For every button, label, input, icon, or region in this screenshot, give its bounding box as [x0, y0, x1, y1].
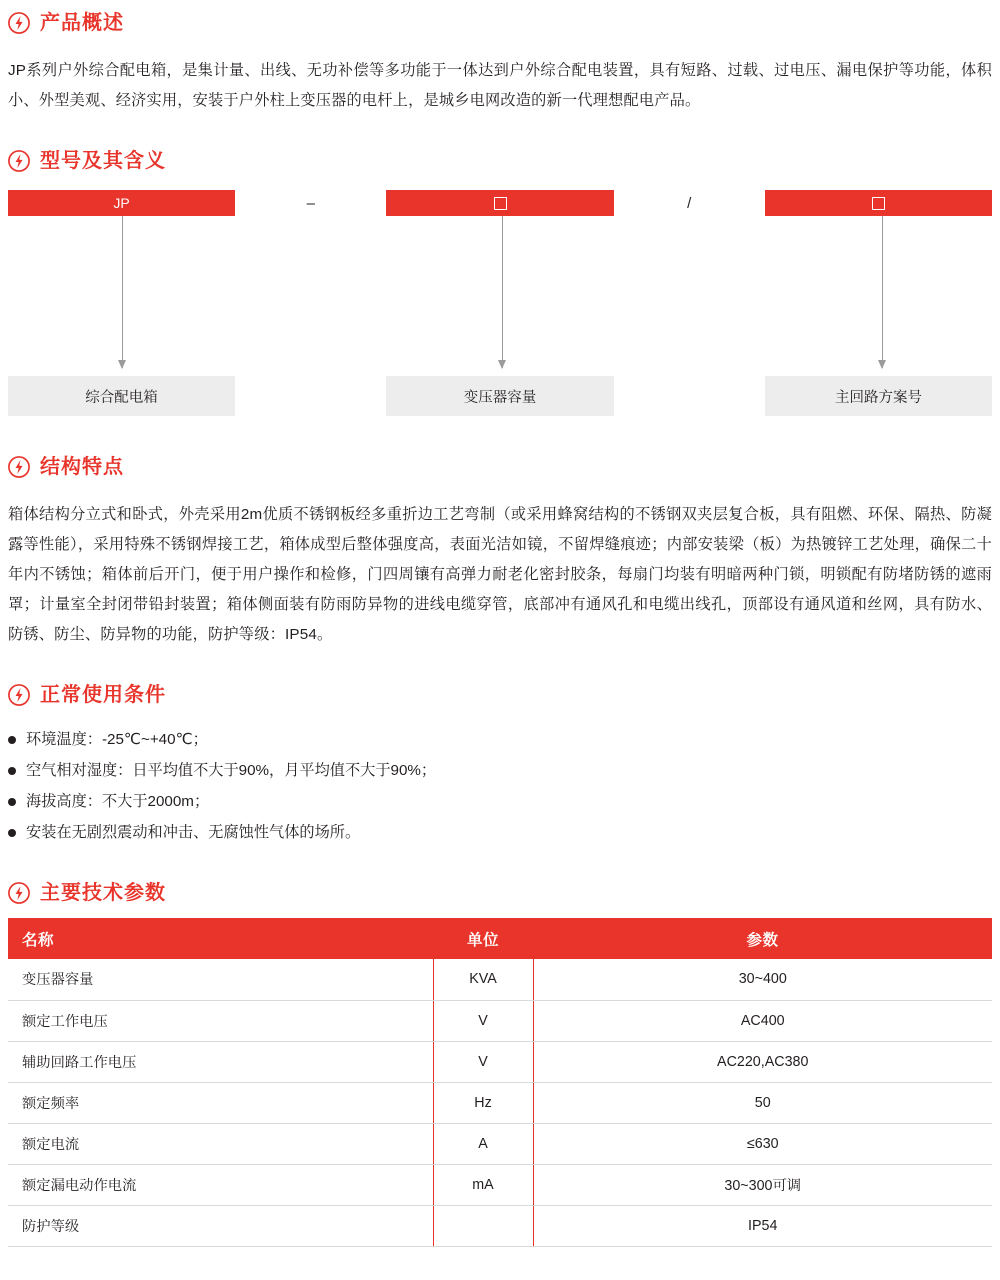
cell-param: AC400	[533, 1000, 992, 1041]
placeholder-square-icon	[872, 197, 885, 210]
section-title: 正常使用条件	[40, 684, 166, 706]
cell-name: 辅助回路工作电压	[8, 1041, 433, 1082]
cell-unit: A	[433, 1123, 533, 1164]
section-title: 结构特点	[40, 456, 124, 478]
table-row	[8, 959, 992, 1000]
list-item: 海拔高度：不大于2000m；	[8, 786, 992, 817]
spacer	[8, 706, 992, 724]
lightning-bolt-icon	[8, 12, 30, 34]
cell-unit: V	[433, 1000, 533, 1041]
spacer	[8, 0, 992, 12]
spec-table-header	[8, 918, 992, 959]
section-header-model	[8, 150, 992, 172]
cell-unit: Hz	[433, 1082, 533, 1123]
cell-param: 30~300可调	[533, 1164, 992, 1205]
model-separator-dash: –	[306, 194, 315, 212]
cell-unit: mA	[433, 1164, 533, 1205]
cell-unit: V	[433, 1041, 533, 1082]
list-item: 环境温度：-25℃~+40℃；	[8, 724, 992, 755]
arrow-down-icon-3	[882, 216, 883, 368]
section-title: 主要技术参数	[40, 882, 166, 904]
model-separator-slash: /	[687, 194, 692, 212]
cell-name: 变压器容量	[8, 959, 433, 1000]
cell-name: 额定工作电压	[8, 1000, 433, 1041]
spacer	[8, 430, 992, 456]
cell-param: 50	[533, 1082, 992, 1123]
model-code-text: JP	[113, 195, 130, 211]
lightning-bolt-icon	[8, 882, 30, 904]
cell-param: AC220,AC380	[533, 1041, 992, 1082]
section-title: 产品概述	[40, 12, 124, 34]
spacer	[8, 650, 992, 684]
spacer	[8, 848, 992, 882]
table-row	[8, 1000, 992, 1041]
lightning-bolt-icon	[8, 456, 30, 478]
spec-table	[8, 918, 992, 1247]
lightning-bolt-icon	[8, 150, 30, 172]
model-code-box-capacity	[386, 190, 613, 216]
cell-name: 额定电流	[8, 1123, 433, 1164]
model-code-box-jp	[8, 190, 235, 216]
lightning-bolt-icon	[8, 684, 30, 706]
model-diagram	[8, 190, 992, 430]
overview-paragraph: JP系列户外综合配电箱，是集计量、出线、无功补偿等多功能于一体达到户外综合配电装置，具有短路、过载、过电压、漏电保护等功能，体积小、外型美观、经济实用，安装于户外柱上变压器的电杆上，是城乡电网改造的新一代理想配电产品。	[8, 62, 992, 109]
arrow-down-icon-1	[122, 216, 123, 368]
model-label-3: 主回路方案号	[765, 376, 992, 416]
arrow-down-icon-2	[502, 216, 503, 368]
table-row	[8, 1123, 992, 1164]
conditions-list	[8, 724, 992, 848]
cell-param: 30~400	[533, 959, 992, 1000]
model-code-box-scheme	[765, 190, 992, 216]
table-row	[8, 1205, 992, 1246]
model-label-1: 综合配电箱	[8, 376, 235, 416]
column-header-param: 参数	[533, 918, 992, 959]
model-label-row	[8, 376, 992, 416]
spacer	[8, 478, 992, 500]
column-header-unit: 单位	[433, 918, 533, 959]
section-title: 型号及其含义	[40, 150, 166, 172]
table-row	[8, 1041, 992, 1082]
table-row	[8, 1082, 992, 1123]
table-header-row	[8, 918, 992, 959]
model-code-row	[8, 190, 992, 216]
column-header-name: 名称	[8, 918, 433, 959]
list-item: 安装在无剧烈震动和冲击、无腐蚀性气体的场所。	[8, 817, 992, 848]
cell-name: 防护等级	[8, 1205, 433, 1246]
model-label-2: 变压器容量	[386, 376, 613, 416]
section-header-structure	[8, 456, 992, 478]
cell-name: 额定频率	[8, 1082, 433, 1123]
spacer	[8, 116, 992, 150]
model-arrows	[8, 216, 992, 376]
section-header-overview	[8, 12, 992, 34]
cell-name: 额定漏电动作电流	[8, 1164, 433, 1205]
cell-param: ≤630	[533, 1123, 992, 1164]
cell-unit: KVA	[433, 959, 533, 1000]
section-header-specs	[8, 882, 992, 904]
structure-paragraph: 箱体结构分立式和卧式，外壳采用2m优质不锈钢板经多重折边工艺弯制（或采用蜂窝结构的不锈钢双夹层复合板，具有阻燃、环保、隔热、防凝露等性能），采用特殊不锈钢焊接工艺，箱体成型后整体强度高，表面光洁如镜，不留焊缝痕迹；内部安装梁（板）为热镀锌工艺处理，确保二十年内不锈蚀；箱体前后开门，便于用户操作和检修，门四周镶有高弹力耐老化密封胶条，每扇门均装有明暗两种门锁，明锁配有防堵防锈的遮雨罩；计量室全封闭带铅封装置；箱体侧面装有防雨防异物的进线电缆穿管，底部冲有通风孔和电缆出线孔，顶部设有通风道和丝网，具有防水、防锈、防尘、防异物的功能，防护等级：IP54。	[8, 506, 992, 643]
cell-param: IP54	[533, 1205, 992, 1246]
cell-unit	[433, 1205, 533, 1246]
list-item: 空气相对湿度：日平均值不大于90%，月平均值不大于90%；	[8, 755, 992, 786]
spacer	[8, 34, 992, 56]
placeholder-square-icon	[494, 197, 507, 210]
section-header-conditions	[8, 684, 992, 706]
table-row	[8, 1164, 992, 1205]
spec-table-body	[8, 959, 992, 1246]
